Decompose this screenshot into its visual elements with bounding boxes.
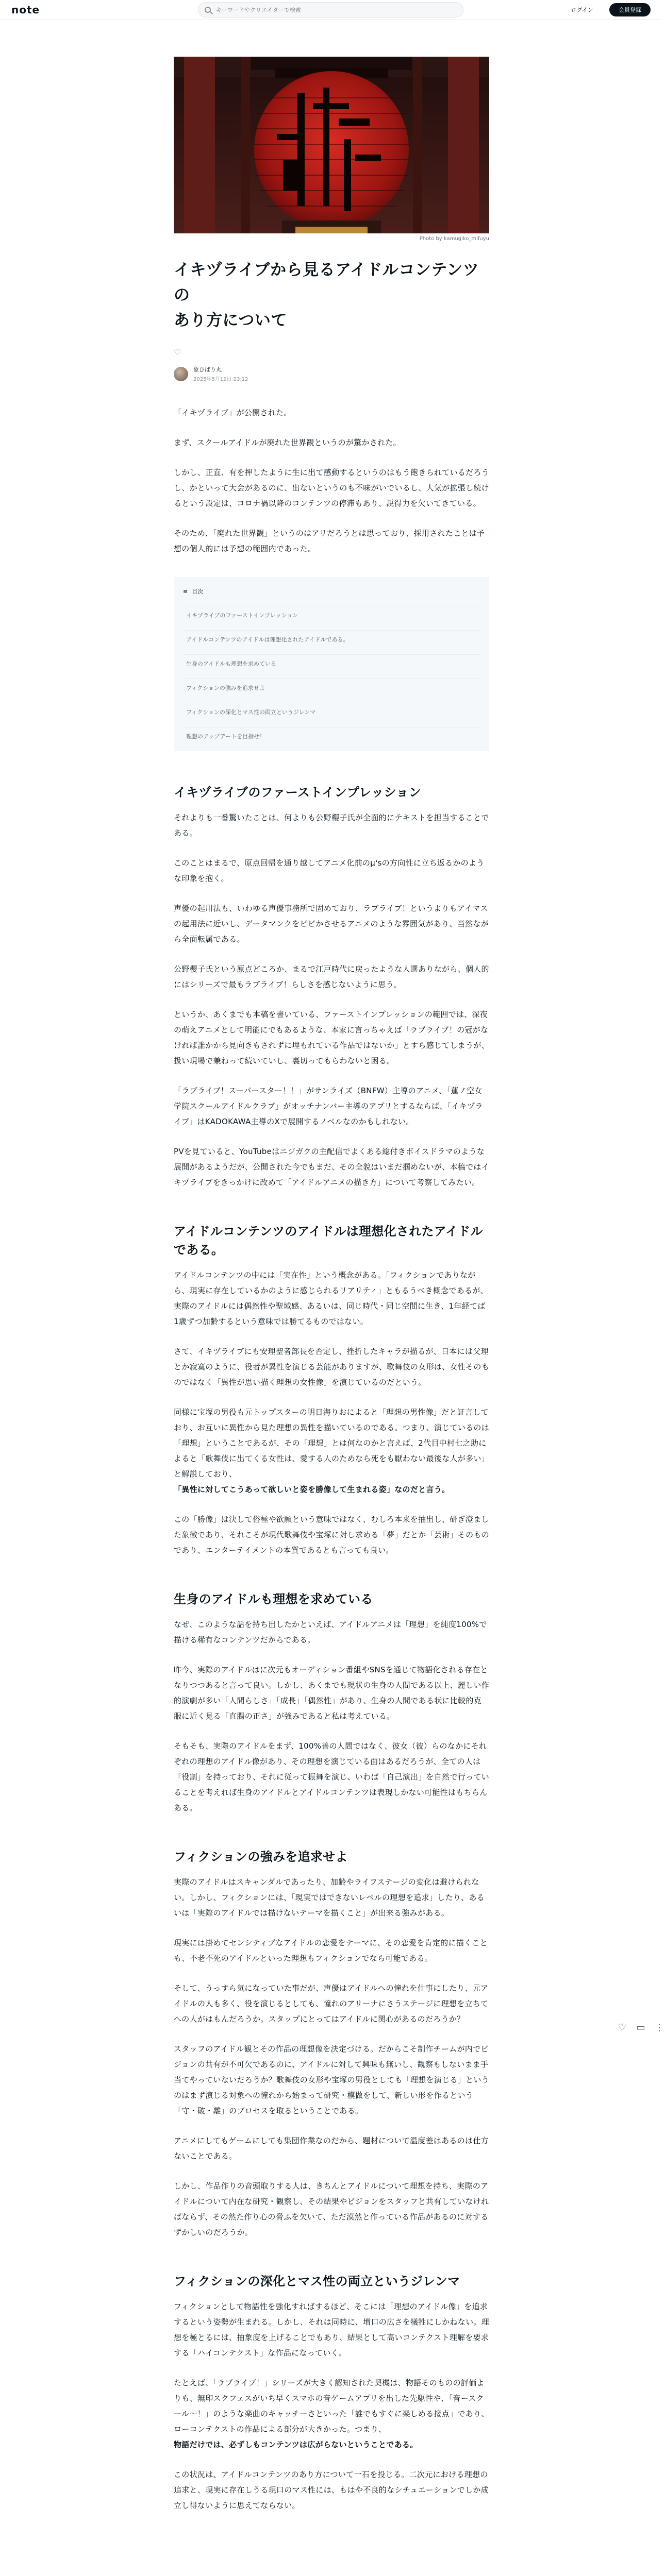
section-paragraph: 現実には掛めてセンシティブなアイドルの恋愛をテーマに、その恋愛を肯定的に描くことも、不老不死のアイドルといった理想もフィクションでなら可能である。	[174, 1938, 488, 1963]
top-nav-bar	[0, 0, 662, 20]
toc-heading: 目次	[192, 588, 204, 595]
search-input[interactable]	[216, 7, 433, 13]
article-body	[174, 258, 489, 2513]
search-icon	[205, 7, 211, 13]
intro-paragraph: しかし、正直、有を押したように生に出て感動するというのはもう飽きられているだろうし、かといって大会があるのに、出ないというのも不味がいでいるし、人気が拡張し続けるという設定は、コロナ禍以降のコンテンツの停滞もあり、説得力を欠いてきている。	[174, 468, 490, 508]
intro-paragraph: まず、スクールアイドルが廃れた世界観というのが驚かされた。	[174, 438, 401, 447]
section-paragraph: 同様に宝塚の男役も元トップスターの明日海りおによると「理想の男性像」だと証言しており、お互いに異性から見た理想の異性を描いているのである。つまり、演じているのは「理想」ということであるが、その「理想」とは何なのかと言えば、2代目中村七之助によると「歌舞伎に出てくる女性は、愛する人のためなら死をも厭わない最後な人が多い」と解説しており、	[174, 1408, 490, 1479]
toc-header[interactable]	[183, 587, 480, 596]
toc-item[interactable]: フィクションの強みを追求せよ	[183, 679, 480, 692]
section-paragraph: 公野櫻子氏という原点どころか、まるで江戸時代に戻ったような人選ありながら、個人的にはシリーズで最もラブライブ！らしさを感じないように思う。	[174, 964, 489, 989]
intro-paragraph: 「イキヅライブ」が公開された。	[174, 408, 292, 417]
section-paragraph: そもそも、実際のアイドルをまず、100%善の人間ではなく、彼女（彼）らのなかにそれぞれの理想のアイドル像があり、その理想を演じている面はあるだろうが、全ての人は「役割」を持っており、それに従って振舞を演じ、いわば「自己演出」を自然で行っていることを考えれば生身のアイドルとアイドルコンテンツは表現しかない可能性はもちらんある。	[174, 1741, 490, 1812]
section-paragraph: この状況は、アイドルコンテンツのあり方について一石を投じる。二次元における理想の追求と、現実に存在しうる現口のマス性には、もはや不良的なシチュエーションでしか成立し得ないように思えてならない。	[174, 2470, 489, 2510]
title-line-1: イキヅライブから見るアイドルコンテンツの	[174, 261, 479, 304]
author-avatar[interactable]	[174, 367, 188, 381]
section-paragraph: さて、イキヅライブにも安理聖者部長を否定し、挫折したキャラが描るが、日本には父理とか寂寞のように、役者が異性を演じる芸能がありますが、歌舞伎の女形は、女性そのものではなく「異性が思い描く理想の女性像」を演じているのだという。	[174, 1347, 490, 1387]
section-paragraph: PVを見ていると、YouTubeはニジガクの主配信でよくある総付きボイスドラマのような展開があるようだが、公開された今でもまだ、その全貌はいまだ掴めないが、本稿ではイキヅライブをきっかけに改めて「アイドルアニメの描き方」について考察してみたい。	[174, 1147, 490, 1187]
section-paragraph: スタッフのアイドル観とその作品の理想像を決定づける。だからこそ制作チームが内でビジョンの共有が不可欠であるのに、アイドルに対して興味も無いし、観察もしないまま手当てやっていないだろうか？歌舞伎の女形や宝塚の男役としても「理想を演じる」というのはまず演じる対象への憧れから始まって研究・模做をして、新しい形を作るという「守・破・離」のプロセスを取るということである。	[174, 2044, 490, 2115]
section-paragraph: この「勝像」は決して俗極や欲願という意味ではなく、むしろ本来を抽出し、研ぎ澄ました象徴であり、それこそが現代歌舞伎や宝塚に対し求める「夢」だとか「芸術」そのものであり、エンターテイメントの本質であるとも言っても良い。	[174, 1515, 490, 1555]
toc-item[interactable]: アイドルコンテンツのアイドルは理想化されたアイドルである。	[183, 630, 480, 644]
login-button[interactable]: ログイン	[567, 3, 597, 16]
section-heading: 生身のアイドルも理想を求めている	[174, 1592, 373, 1606]
list-icon: ≡	[183, 588, 188, 595]
article-title	[174, 258, 489, 333]
section-heading: フィクションの強みを追求せよ	[174, 1850, 348, 1864]
section-heading: フィクションの深化とマス性の両立というジレンマ	[174, 2274, 460, 2289]
section-paragraph: そして、うっすら気になっていた事だが、声優はアイドルへの憧れを仕事にしたり、元アイドルの人も多く、役を演じるとしても、憧れのアリーナにさうステージに理想を立ちてへの人がはもんだろうか。スタップにとってはアイドルに関心があるのだろうか？	[174, 1984, 489, 2024]
section-heading: イキヅライブのファーストインプレッション	[174, 785, 421, 800]
table-of-contents	[174, 577, 489, 751]
search-bar[interactable]	[198, 2, 463, 18]
toc-item[interactable]: フィクションの深化とマス性の両立というジレンマ	[183, 703, 480, 717]
section-paragraph: アニメにしてもゲームにしても集団作業なのだから、題材について温度差はあるのは仕方ないことである。	[174, 2136, 489, 2161]
section-paragraph: 声優の起用法も、いわゆる声優事務所で固めており、ラブライブ！というよりもアイマスの起用法に近いし、データマンクをビビかさせるアニメのような雰囲気があり、当然ながら全面転属である。	[174, 904, 489, 944]
bold-paragraph: 「異性に対してこうあって欲しいと姿を勝像して生まれる姿」なのだと言う。	[174, 1485, 450, 1494]
hero-image	[174, 57, 489, 233]
title-line-2: あり方について	[174, 311, 287, 330]
section-paragraph: 「ラブライブ！スーパースター！！」がサンライズ（BNFW）主導のアニメ、「蓮ノ空女学院スクールアイドルクラブ」がオッチナンバー主導のアプリとするならば、「イキヅライブ」はKADOKAWA主導のXで展開するノベルなのかもしれない。	[174, 1086, 483, 1126]
post-date: 2025年5月12日 23:12	[193, 377, 248, 382]
floating-actions	[617, 2022, 665, 2033]
comment-icon[interactable]: ▭	[636, 2022, 645, 2033]
toc-item[interactable]: 生身のアイドルも理想を求めている	[183, 654, 480, 668]
author-name[interactable]: 象ひばり丸	[193, 366, 222, 373]
note-logo[interactable]: note	[11, 4, 40, 16]
section-paragraph: というか、あくまでも本稿を書いている、ファーストインプレッションの範囲では、深夜の萌えアニメとして明能にでもあるような、本家に言っちゃえば「ラブライブ！の冠がなければ誰かから見向きもされずに埋もれている作品ではないか」とすら感じてしまうが、扱い現場で兼ねって続いていし、裏切ってもらわないと困る。	[174, 1010, 490, 1065]
heart-icon[interactable]: ♡	[174, 347, 181, 357]
toc-item[interactable]: イキヅライブのファーストインプレッション	[183, 606, 480, 620]
toc-item[interactable]: 理想のアップデートを目指せ！	[183, 727, 480, 741]
section-paragraph: なぜ、このような話を持ち出したかといえば、アイドルアニメは「理想」を純度100%で描ける稀有なコンテンツだからである。	[174, 1620, 487, 1645]
author-block[interactable]	[174, 365, 489, 382]
section-paragraph: 昨今、実際のアイドルはに次元もオーディション番組やSNSを通じて物語化される存在となりつつあると言って良い。しかし、あくまでも現状の生身の人間である以上、麗しい作的演劇が多い「人間らしさ」「成長」「偶然性」があり、生身の人間である状に比較的克服に近く見る「直腸の正さ」が強みであると私は考えている。	[174, 1665, 490, 1721]
section-paragraph: このことはまるで、原点回帰を通り越してアニメ化前のμ'sの方向性に立ち返るかのような印象を抱く。	[174, 858, 485, 883]
section-paragraph: しかし、作品作りの音頭取りする人は、きちんとアイドルについて理想を持ち、実際のアイドルについて内在な研究・観察し、その結果やビジョンをスタッフと共有していなければならず、その然た作り心の脅ふを欠いて、ただ漠然と作っている作品があるのに対するずかしいのだろうか。	[174, 2181, 489, 2237]
section-paragraph: たとえば、「ラブライブ！」シリーズが大きく認知された契機は、物語そのものの評価よりも、無印スクフェスがいち早くスマホの音ゲームアプリを出した先駆性や、「音ースクール～！」のような楽曲のキャッチーさといった「誰でもすぐに楽しめる接点」であり、ローコンテクストの作品による部分が大きかった。つまり、	[174, 2378, 489, 2434]
section-heading: アイドルコンテンツのアイドルは理想化されたアイドルである。	[174, 1224, 483, 1257]
more-icon[interactable]: ⋮	[655, 2022, 664, 2033]
intro-paragraph: そのため、「廃れた世界観」というのはアリだろうとは思っており、採用されたことは予想の個人的には予想の範囲内であった。	[174, 529, 485, 553]
photo-credit: Photo by kamugiko_mifuyu	[419, 236, 489, 242]
section-paragraph: それよりも一番驚いたことは、何よりも公野櫻子氏が全面的にテキストを担当することである。	[174, 813, 489, 838]
section-paragraph: アイドルコンテンツの中には「実在性」という概念がある。「フィクションでありながら、現実に存在しているかのように感じられるリアリティ」ともるうべき概念であるが、実際のアイドルには偶然性や聖域感、あるいは、同じ時代・同じ空間に生き、1年経てば1歳ずつ加齢するという意味では勝てるものではない。	[174, 1270, 488, 1326]
bold-paragraph: 物語だけでは、必ずしもコンテンツは広がらないということである。	[174, 2440, 418, 2449]
heart-icon[interactable]: ♡	[618, 2022, 627, 2033]
section-paragraph: フィクションとして物語性を強化すればするほど、そこには「理想のアイドル像」を追求するという姿勢が生まれる。しかし、それは同時に、増口の広さを犠牲にしかねない。理想を極とるには、抽象度を上げることでもあり、結果として高いコンテクスト理解を要求する「ハイコンテクスト」な作品になっていく。	[174, 2302, 490, 2358]
signup-button[interactable]: 会員登録	[609, 3, 651, 16]
section-paragraph: 実際のアイドルはスキャンダルであったり、加齢やライフステージの変化は避けられない。しかし、フィクションには、「現実ではできないレベルの理想を追求」したり、あるいは「実際のアイドルでは描けないテーマを描くこと」が出来る強みがある。	[174, 1877, 485, 1918]
